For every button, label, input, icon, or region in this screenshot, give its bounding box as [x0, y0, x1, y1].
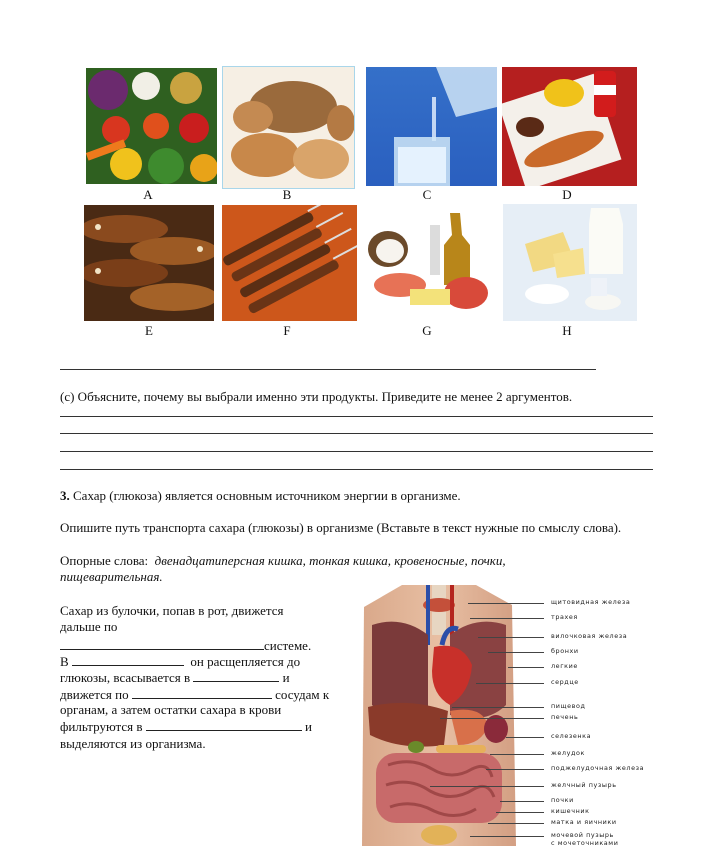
task3-instruction: Опишите путь транспорта сахара (глюкозы) в организме (Вставьте в текст нужные по смыслу слова). — [60, 520, 622, 535]
task3-heading — [60, 488, 461, 504]
label-uterus-ovaries: матка и яичники — [551, 818, 617, 826]
leader-line — [476, 683, 544, 684]
keywords: двенадцатиперсная кишка, тонкая кишка, кровеносные, почки, — [154, 553, 506, 568]
leader-line — [506, 737, 544, 738]
blank-field[interactable] — [193, 669, 279, 682]
task-title: Сахар (глюкоза) является основным источником энергии в организме. — [69, 488, 461, 503]
leader-line — [440, 718, 544, 719]
label-liver: печень — [551, 713, 579, 721]
leader-line — [486, 769, 544, 770]
image-label-f: F — [283, 323, 291, 338]
fill-word: глюкозы, всасывается в — [60, 670, 191, 685]
label-bronchi: бронхи — [551, 647, 579, 655]
fill-text-1: Сахар из булочки, попав в рот, движется — [60, 603, 284, 618]
label-thymus: вилочковая железа — [551, 632, 628, 640]
blank-field[interactable] — [60, 637, 264, 650]
label-bladder: мочевой пузырь — [551, 831, 614, 839]
fill-word: системе. — [264, 638, 312, 653]
fried-fish-photo — [84, 205, 214, 321]
image-label-g: G — [422, 323, 432, 338]
label-lungs: легкие — [551, 662, 578, 670]
fill-word: сосудам к — [275, 687, 330, 702]
label-spleen: селезенка — [551, 732, 592, 740]
fill-text-5 — [60, 669, 290, 686]
label-heart: сердце — [551, 678, 579, 686]
fill-word: В — [60, 654, 69, 669]
water-photo — [366, 67, 497, 186]
answer-line[interactable] — [60, 369, 596, 370]
task-number: 3. — [60, 488, 70, 503]
image-label-b: B — [282, 187, 292, 202]
keywords-cont: пищеварительная. — [60, 569, 163, 584]
fill-word: фильтруются в — [60, 719, 143, 734]
answer-line[interactable] — [60, 416, 653, 417]
label-intestine: кишечник — [551, 807, 590, 815]
anatomy-figure — [362, 585, 516, 846]
dairy-photo — [503, 204, 637, 321]
label-pancreas: поджелудочная железа — [551, 764, 645, 772]
answer-line[interactable] — [60, 451, 653, 452]
fill-word: движется по — [60, 687, 129, 702]
image-label-e: E — [145, 323, 153, 338]
fast-food-photo — [502, 67, 637, 186]
fill-word: и — [282, 670, 290, 685]
label-gallbladder: желчный пузырь — [551, 781, 617, 789]
fill-text-3 — [60, 637, 311, 654]
leader-line — [496, 812, 544, 813]
label-thyroid: щитовидная железа — [551, 598, 631, 606]
keywords-label: Опорные слова: — [60, 553, 149, 568]
answer-line[interactable] — [60, 469, 653, 470]
image-label-c: C — [422, 187, 432, 202]
fill-text-9: выделяются из организма. — [60, 736, 206, 751]
leader-line — [488, 652, 544, 653]
fill-text-7: органам, а затем остатки сахара в крови — [60, 702, 282, 717]
label-trachea: трахея — [551, 613, 578, 621]
image-label-a: A — [143, 187, 153, 202]
keywords-line — [60, 553, 660, 569]
leader-line — [470, 618, 544, 619]
image-label-h: H — [562, 323, 572, 338]
leader-line — [500, 801, 544, 802]
fill-word: и — [305, 719, 312, 734]
label-ureters: с мочеточниками — [551, 839, 619, 847]
question-c: (c) Объясните, почему вы выбрали именно эти продукты. Приведите не менее 2 аргументов. — [60, 389, 573, 404]
fats-oils-photo — [366, 205, 497, 321]
label-stomach: желудок — [551, 749, 585, 757]
fill-word: он расщепляется до — [190, 654, 301, 669]
leader-line — [478, 637, 544, 638]
vegetables-photo — [86, 68, 217, 184]
image-label-d: D — [562, 187, 572, 202]
leader-line — [452, 707, 544, 708]
answer-line[interactable] — [60, 433, 653, 434]
leader-line — [490, 754, 544, 755]
label-esophagus: пищевод — [551, 702, 586, 710]
leader-line — [508, 667, 544, 668]
leader-line — [468, 603, 544, 604]
blank-field[interactable] — [146, 718, 302, 731]
leader-line — [488, 823, 544, 824]
blank-field[interactable] — [72, 653, 184, 666]
leader-line — [470, 836, 544, 837]
fill-text-4 — [60, 653, 300, 670]
blank-field[interactable] — [132, 686, 272, 699]
shashlik-photo — [222, 205, 357, 321]
fill-text-8 — [60, 718, 312, 735]
fill-text-6 — [60, 686, 329, 703]
label-kidneys: почки — [551, 796, 574, 804]
fill-text-2: дальше по — [60, 619, 118, 634]
leader-line — [430, 786, 544, 787]
bread-photo — [222, 66, 355, 189]
